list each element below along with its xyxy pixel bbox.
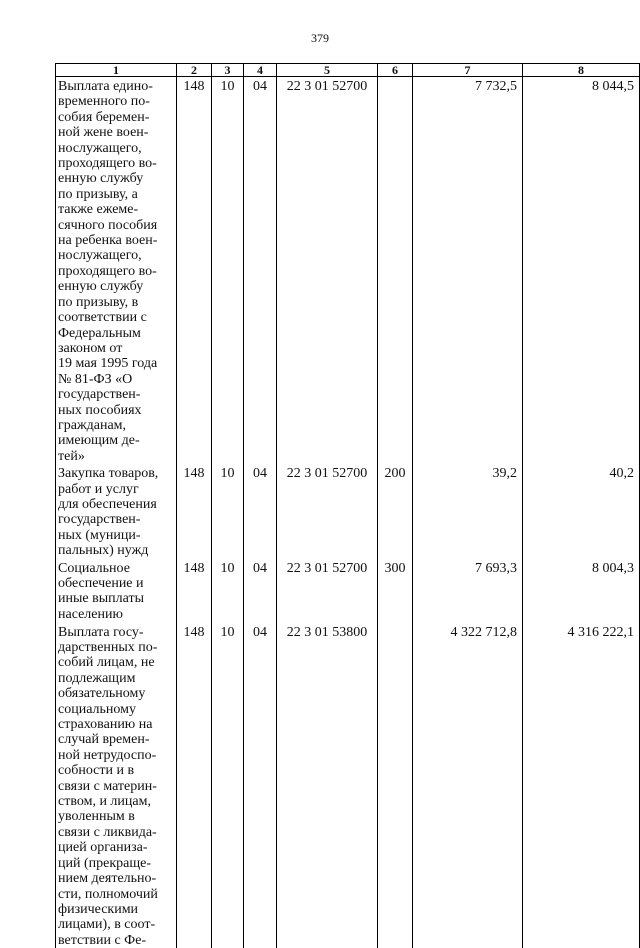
row-amount-8: 8 004,3 xyxy=(523,559,640,623)
row-code-4: 04 xyxy=(244,559,277,623)
row-name: Социальное обеспечение и иные выплаты населению xyxy=(56,559,177,623)
row-code-2: 148 xyxy=(177,559,212,623)
header-col-7: 7 xyxy=(413,64,523,77)
header-col-3: 3 xyxy=(212,64,244,77)
row-code-5: 22 3 01 52700 xyxy=(277,464,378,558)
table-row xyxy=(56,464,640,558)
row-code-6 xyxy=(378,623,413,948)
header-col-2: 2 xyxy=(177,64,212,77)
page-number: 379 xyxy=(311,31,329,45)
table-row xyxy=(56,77,640,465)
row-code-4: 04 xyxy=(244,77,277,465)
table-header xyxy=(56,64,640,77)
row-code-6: 200 xyxy=(378,464,413,558)
header-col-5: 5 xyxy=(277,64,378,77)
budget-table xyxy=(55,63,640,948)
row-code-2: 148 xyxy=(177,464,212,558)
row-name: Выплата едино- временного по- собия беремен- ной жене воен- нослужащего, проходящего во- енную службу по призыву, а также ежеме- сячного пособия на ребенка воен- нослужащего, проходящего во- енную службу по призыву, в соответствии с Федеральным законом от 19 мая 1995 года № 81-ФЗ «О государствен- ных пособиях гражданам, имеющим де- тей» xyxy=(56,77,177,465)
row-code-3: 10 xyxy=(212,623,244,948)
header-row xyxy=(56,64,640,77)
row-name: Выплата госу- дарственных по- собий лицам, не подлежащим обязательному социальному страхованию на случай времен- ной нетрудоспо- собности и в связи с материн- ством, и лицам, уволенным в связи с ликвида- цией организа- ций (прекраще- нием деятельно- сти, полномочий физическими лицами), в соот- ветствии с Фе- xyxy=(56,623,177,948)
header-col-6: 6 xyxy=(378,64,413,77)
row-code-3: 10 xyxy=(212,77,244,465)
row-code-5: 22 3 01 53800 xyxy=(277,623,378,948)
row-amount-8: 40,2 xyxy=(523,464,640,558)
table-row xyxy=(56,559,640,623)
row-code-5: 22 3 01 52700 xyxy=(277,559,378,623)
row-code-2: 148 xyxy=(177,77,212,465)
row-code-5: 22 3 01 52700 xyxy=(277,77,378,465)
row-code-2: 148 xyxy=(177,623,212,948)
row-amount-8: 4 316 222,1 xyxy=(523,623,640,948)
row-code-3: 10 xyxy=(212,559,244,623)
row-code-4: 04 xyxy=(244,464,277,558)
row-amount-8: 8 044,5 xyxy=(523,77,640,465)
row-name: Закупка товаров, работ и услуг для обеспечения государствен- ных (муници- пальных) нужд xyxy=(56,464,177,558)
header-col-4: 4 xyxy=(244,64,277,77)
row-code-6: 300 xyxy=(378,559,413,623)
row-amount-7: 4 322 712,8 xyxy=(413,623,523,948)
header-col-8: 8 xyxy=(523,64,640,77)
row-code-4: 04 xyxy=(244,623,277,948)
row-amount-7: 39,2 xyxy=(413,464,523,558)
row-code-3: 10 xyxy=(212,464,244,558)
row-amount-7: 7 693,3 xyxy=(413,559,523,623)
row-code-6 xyxy=(378,77,413,465)
header-col-1: 1 xyxy=(56,64,177,77)
row-amount-7: 7 732,5 xyxy=(413,77,523,465)
table-row xyxy=(56,623,640,948)
